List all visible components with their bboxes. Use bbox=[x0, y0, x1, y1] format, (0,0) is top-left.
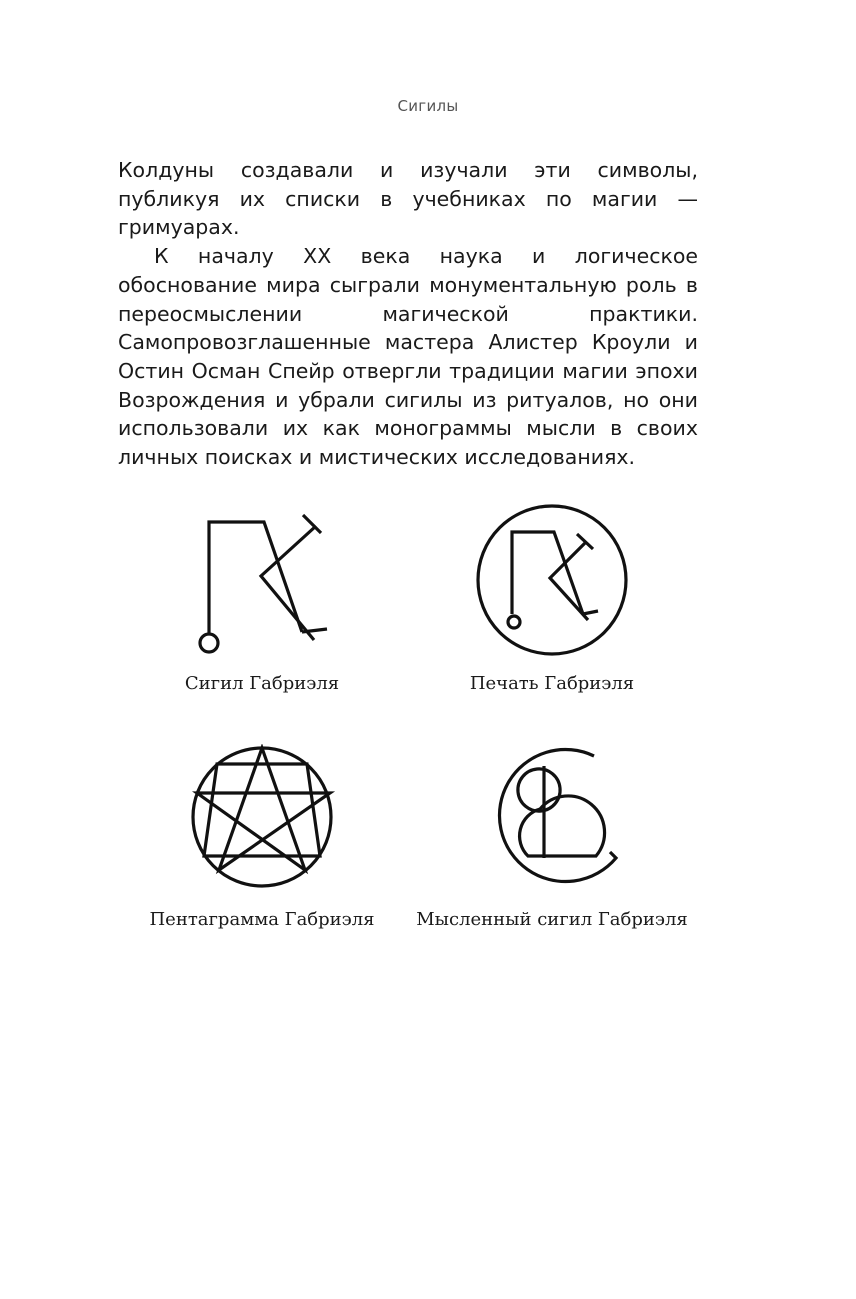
gabriel-sigil-icon bbox=[190, 510, 340, 660]
gabriel-enneagram-icon bbox=[188, 744, 338, 894]
figure-caption-1: Сигил Габриэля bbox=[184, 673, 340, 694]
gabriel-thought-sigil-icon bbox=[482, 744, 632, 894]
paragraph-1: Колдуны создавали и изучали эти символы, публикуя их списки в учебниках по магии — гримуарах. bbox=[118, 158, 698, 240]
paragraph-2: К началу XX века наука и логическое обоснование мира сыграли монументальную роль в переосмыслении магической практики. Самопровозглашенные мастера Алистер Кроули и Остин Осман Спейр отвергли традиции магии эпохи Возрождения и убрали сигилы из ритуалов, но они использовали их как монограммы мысли в своих личных поисках и мистических исследованиях. bbox=[118, 244, 698, 470]
figure-caption-2: Печать Габриэля bbox=[469, 673, 635, 694]
figure-caption-4: Мысленный сигил Габриэля bbox=[416, 909, 688, 930]
body-text bbox=[118, 156, 698, 472]
gabriel-seal-icon bbox=[474, 504, 630, 660]
running-header: Сигилы bbox=[397, 97, 459, 115]
figure-caption-3: Пентаграмма Габриэля bbox=[149, 909, 375, 930]
